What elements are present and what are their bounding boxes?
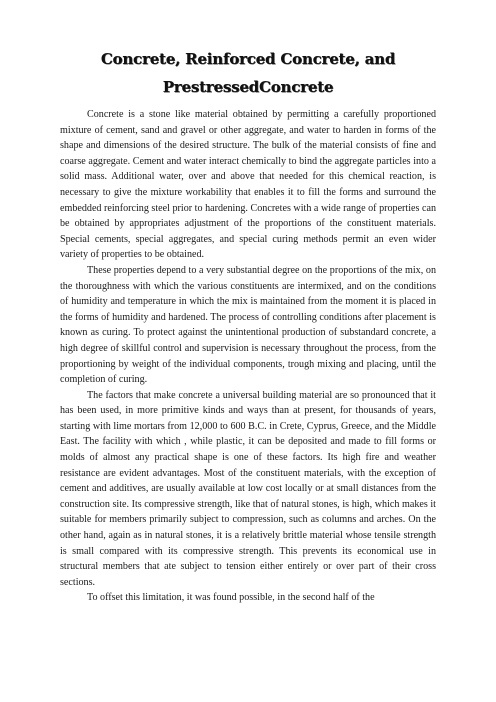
document-body [60, 107, 436, 606]
paragraph: To offset this limitation, it was found possible, in the second half of the [87, 592, 375, 604]
paragraph: Concrete is a stone like material obtained by permitting a carefully proportioned mixture of cement, sand and gravel or other aggregate, and water to harden in forms of the shape and dimensions of the desired structure. The bulk of the material consists of fine and coarse aggregate. Cement and water interact chemically to bind the aggregate particles into a solid mass. Additional water, over and above that needed for this chemical reaction, is necessary to give the mixture workability that enables it to fill the forms and surround the embedded reinforcing steel prior to hardening. Concretes with a wide range of properties can be obtained by appropriates adjustment of the proportions of the constituent materials. Special cements, special aggregates, and special curing methods permit an even wider variety of properties to be obtained. [60, 109, 436, 261]
document-title-line-2: PrestressedConcrete [162, 78, 334, 96]
paragraph: The factors that make concrete a universal building material are so pronounced that it has been used, in more primitive kinds and ways than at present, for thousands of years, starting with lime mortars from 12,000 to 600 B.C. in Crete, Cyprus, Greece, and the Middle East. The facility with which , while plastic, it can be deposited and made to fill forms or molds of almost any practical shape is one of these factors. Its high fire and weather resistance are evident advantages. Most of the constituent materials, with the exception of cement and additives, are usually available at low cost locally or at small distances from the construction site. Its compressive strength, like that of natural stones, is high, which makes it suitable for members primarily subject to compression, such as columns and arches. On the other hand, again as in natural stones, it is a relatively brittle material whose tensile strength is small compared with its compressive strength. This prevents its economical use in structural members that ate subject to tension either entirely or over part of their cross sections. [60, 389, 436, 588]
paragraph: These properties depend to a very substantial degree on the proportions of the mix, on the thoroughness with which the various constituents are intermixed, and on the conditions of humidity and temperature in which the mix is maintained from the moment it is placed in the forms of humidity and hardened. The process of controlling conditions after placement is known as curing. To protect against the unintentional production of substandard concrete, a high degree of skillful control and supervision is necessary throughout the process, from the proportioning by weight of the individual components, trough mixing and placing, until the completion of curing. [60, 264, 436, 386]
document-title-line-1: Concrete, Reinforced Concrete, and [100, 50, 396, 68]
